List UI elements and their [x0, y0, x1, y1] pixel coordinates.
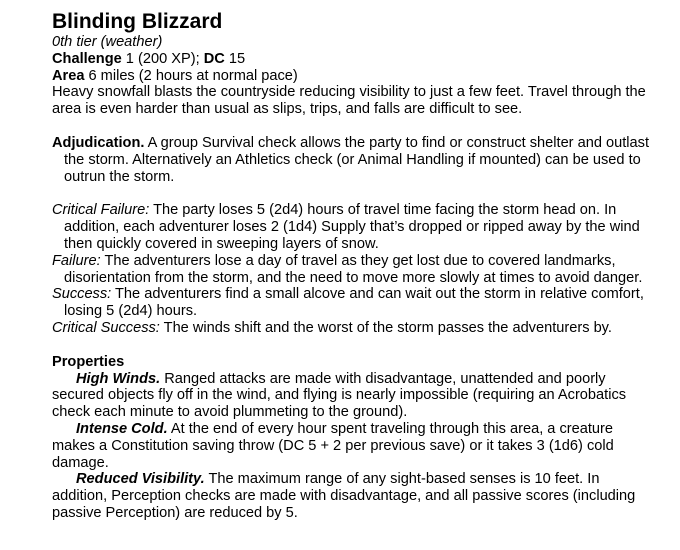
properties-heading: Properties [52, 353, 125, 370]
spacer [52, 185, 652, 202]
description: Heavy snowfall blasts the countryside reducing visibility to just a few feet. Travel through the area is even harder than usual as slips, trips, and falls are difficult to see. [52, 84, 646, 118]
outcome-success [52, 286, 652, 320]
adjudication-text: A group Survival check allows the party to find or construct shelter and outlast the storm. Alternatively an Athletics check (or Animal Handling if mounted) can be used to outrun the storm. [64, 134, 649, 185]
outcome-critical-failure [52, 202, 652, 252]
property-intense-cold [52, 421, 652, 471]
property-label: High Winds. [76, 370, 161, 387]
page-title: Blinding Blizzard [52, 10, 223, 33]
area-value: 6 miles (2 hours at normal pace) [84, 67, 298, 84]
area-label: Area [52, 67, 85, 84]
adjudication [52, 135, 652, 185]
adjudication-label: Adjudication. [52, 134, 145, 151]
outcome-text: The winds shift and the worst of the storm passes the adventurers by. [159, 319, 612, 336]
outcome-text: The party loses 5 (2d4) hours of travel time facing the storm head on. In addition, each adventurer loses 2 (1d4) Supply that’s dropped or ripped away by the wind then quickly covered in sweeping layers of snow. [64, 202, 640, 252]
outcome-label: Success: [52, 286, 112, 303]
outcome-label: Critical Success: [52, 319, 160, 336]
property-text: The maximum range of any sight-based senses is 10 feet. In addition, Perception checks are made with disadvantage, and all passive scores (including passive Perception) are reduced by 5. [52, 471, 636, 521]
property-label: Intense Cold. [76, 420, 168, 437]
dc-value: 15 [224, 50, 246, 67]
outcome-failure [52, 253, 652, 287]
outcome-text: The adventurers lose a day of travel as they get lost due to covered landmarks, disorientation from the storm, and the need to move more slowly at times to avoid danger. [64, 252, 643, 286]
property-reduced-visibility [52, 471, 652, 521]
property-label: Reduced Visibility. [76, 471, 205, 488]
challenge-label: Challenge [52, 50, 122, 67]
outcome-label: Failure: [52, 252, 101, 269]
tier-line: 0th tier (weather) [52, 34, 163, 50]
spacer [52, 337, 652, 354]
outcome-label: Critical Failure: [52, 202, 150, 219]
area-line [52, 68, 652, 85]
dc-label: DC [203, 50, 225, 67]
outcome-critical-success [52, 320, 652, 337]
challenge-line [52, 51, 652, 68]
stat-block [52, 10, 652, 522]
property-text: Ranged attacks are made with disadvantage, unattended and poorly secured objects fly off in the wind, and flying is nearly impossible (requiring an Acrobatics check each minute to avoid plummeting to the ground). [52, 370, 627, 421]
property-text: At the end of every hour spent traveling through this area, a creature makes a Constitution saving throw (DC 5 + 2 per previous save) or it takes 3 (1d6) cold damage. [52, 420, 614, 471]
property-high-winds [52, 371, 652, 421]
outcome-text: The adventurers find a small alcove and can wait out the storm in relative comfort, losing 5 (2d4) hours. [64, 286, 644, 320]
challenge-value: 1 (200 XP); [121, 50, 204, 67]
spacer [52, 118, 652, 135]
